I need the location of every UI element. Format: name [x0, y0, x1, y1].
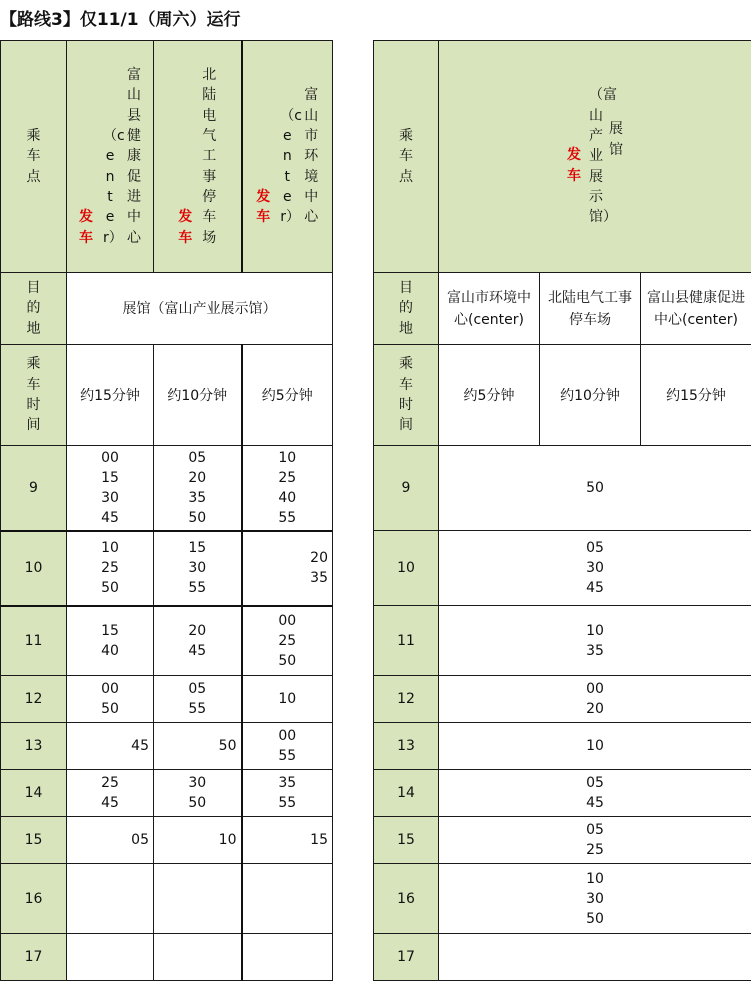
table-row: [1, 606, 333, 676]
stop-name-short: 展馆: [609, 119, 623, 160]
minute-value: 20: [188, 621, 206, 641]
minute-list: [101, 448, 119, 528]
minute-value: 25: [586, 840, 604, 860]
minute-list: [586, 736, 604, 756]
minute-value: 05: [188, 448, 206, 468]
hour-label: 10: [374, 531, 439, 606]
minute-value: 45: [188, 641, 206, 661]
minute-value: 00: [101, 448, 119, 468]
departure-minutes-cell: [439, 446, 751, 531]
departure-minutes-cell: [242, 817, 333, 864]
hour-label: 12: [374, 676, 439, 723]
departure-minutes-cell: [67, 817, 154, 864]
departure-minutes-cell: [67, 446, 154, 531]
minute-value: 40: [101, 641, 119, 661]
departure-minutes-cell: [242, 934, 333, 981]
departure-minutes-cell: [67, 723, 154, 770]
minute-value: 05: [188, 679, 206, 699]
table-row: [374, 934, 751, 981]
stop-paren: （center）: [103, 126, 117, 248]
minute-value: 55: [278, 746, 296, 766]
minute-value: 05: [586, 538, 604, 558]
depart-label: 发车: [178, 207, 192, 248]
hour-label: 9: [1, 446, 67, 531]
hour-label: 17: [1, 934, 67, 981]
minute-value: 10: [586, 621, 604, 641]
minute-value: 10: [219, 830, 237, 850]
departure-minutes-cell: [242, 864, 333, 934]
page-title: 【路线3】仅11/1（周六）运行: [0, 2, 241, 38]
minute-value: 00: [278, 611, 296, 631]
minute-list: [586, 478, 604, 498]
hour-label: 13: [1, 723, 67, 770]
stop-name: 富山市环境中心: [304, 85, 318, 227]
minute-list: [586, 820, 604, 860]
departure-minutes-cell: [67, 676, 154, 723]
hour-label: 17: [374, 934, 439, 981]
departure-minutes-cell: [242, 723, 333, 770]
minute-value: 25: [278, 468, 296, 488]
ride-time-header: 乘车时间: [1, 345, 67, 446]
minute-value: 50: [101, 699, 119, 719]
departure-minutes-cell: [154, 446, 242, 531]
departure-minutes-cell: [67, 770, 154, 817]
minute-value: 50: [188, 793, 206, 813]
table-row: [374, 446, 751, 531]
minute-list: [310, 830, 328, 850]
minute-value: 15: [101, 468, 119, 488]
table-row: [1, 817, 333, 864]
minute-list: [188, 679, 206, 719]
minute-value: 15: [310, 830, 328, 850]
destination-value: 富山市环境中心(center): [439, 273, 540, 345]
hour-label: 13: [374, 723, 439, 770]
minute-value: 30: [188, 773, 206, 793]
departure-minutes-cell: [242, 770, 333, 817]
minute-list: [101, 679, 119, 719]
minute-list: [586, 869, 604, 929]
hour-label: 10: [1, 531, 67, 606]
destination-value: 富山县健康促进中心(center): [641, 273, 751, 345]
minute-value: 55: [188, 699, 206, 719]
boarding-point-header: 乘车点: [374, 41, 439, 273]
minute-value: 35: [278, 773, 296, 793]
minute-list: [586, 538, 604, 598]
table-row: [1, 531, 333, 606]
ride-time-value: 约5分钟: [242, 345, 333, 446]
right-timetable-body: [374, 446, 751, 981]
ride-time-value: 约5分钟: [439, 345, 540, 446]
minute-list: [131, 830, 149, 850]
table-row: [374, 606, 751, 676]
minute-list: [586, 773, 604, 813]
minute-value: 10: [586, 736, 604, 756]
table-row: [374, 531, 751, 606]
hour-label: 15: [374, 817, 439, 864]
minute-list: [310, 548, 328, 588]
minute-value: 40: [278, 488, 296, 508]
minute-value: 35: [188, 488, 206, 508]
minute-value: 30: [586, 558, 604, 578]
minute-value: 15: [188, 538, 206, 558]
departure-minutes-cell: [67, 934, 154, 981]
minute-list: [188, 538, 206, 598]
departure-minutes-cell: [242, 446, 333, 531]
departure-minutes-cell: [439, 723, 751, 770]
paren-open: （: [589, 87, 603, 103]
minute-value: 00: [101, 679, 119, 699]
destination-header: 目的地: [1, 273, 67, 345]
departure-minutes-cell: [439, 531, 751, 606]
minute-list: [101, 773, 119, 813]
minute-value: 20: [188, 468, 206, 488]
table-row: [1, 864, 333, 934]
ride-time-value: 约10分钟: [154, 345, 242, 446]
hour-label: 16: [374, 864, 439, 934]
minute-value: 50: [219, 736, 237, 756]
stop-header-exhibition-hall: [439, 41, 751, 273]
left-timetable-body: [1, 446, 333, 981]
minute-value: 25: [101, 558, 119, 578]
minute-list: [188, 773, 206, 813]
minute-list: [188, 448, 206, 528]
departure-minutes-cell: [67, 531, 154, 606]
hour-label: 12: [1, 676, 67, 723]
departure-minutes-cell: [154, 676, 242, 723]
minute-value: 50: [188, 508, 206, 528]
boarding-point-header: 乘车点: [1, 41, 67, 273]
minute-list: [101, 621, 119, 661]
minute-list: [586, 621, 604, 661]
left-timetable: [0, 40, 333, 981]
stop-name-full: 富山产业展示馆: [589, 87, 617, 225]
departure-minutes-cell: [67, 864, 154, 934]
minute-list: [278, 689, 296, 709]
departure-minutes-cell: [242, 676, 333, 723]
right-timetable: [373, 40, 751, 981]
minute-value: 10: [278, 448, 296, 468]
hour-label: 11: [374, 606, 439, 676]
stop-name: 富山县健康促进中心: [127, 65, 141, 248]
minute-value: 30: [188, 558, 206, 578]
table-row: [374, 723, 751, 770]
table-row: [374, 770, 751, 817]
minute-list: [188, 621, 206, 661]
minute-list: [219, 736, 237, 756]
minute-value: 10: [278, 689, 296, 709]
table-row: [1, 676, 333, 723]
minute-value: 50: [586, 909, 604, 929]
departure-minutes-cell: [439, 934, 751, 981]
minute-value: 55: [278, 793, 296, 813]
destination-value: 展馆（富山产业展示馆）: [67, 273, 333, 345]
minute-value: 45: [101, 793, 119, 813]
minute-value: 20: [586, 699, 604, 719]
table-row: [1, 770, 333, 817]
table-row: [374, 676, 751, 723]
minute-value: 15: [101, 621, 119, 641]
departure-minutes-cell: [154, 723, 242, 770]
minute-value: 35: [310, 568, 328, 588]
departure-minutes-cell: [154, 934, 242, 981]
minute-list: [219, 830, 237, 850]
minute-value: 50: [586, 478, 604, 498]
hour-label: 14: [374, 770, 439, 817]
departure-minutes-cell: [242, 531, 333, 606]
stop-header-health-center: [67, 41, 154, 273]
minute-value: 00: [586, 679, 604, 699]
destination-value: 北陆电气工事停车场: [540, 273, 641, 345]
minute-list: [586, 679, 604, 719]
departure-minutes-cell: [154, 531, 242, 606]
departure-minutes-cell: [154, 817, 242, 864]
stop-header-hokuriku-parking: [154, 41, 242, 273]
depart-label: 发车: [567, 145, 581, 186]
minute-list: [278, 611, 296, 671]
destination-header: 目的地: [374, 273, 439, 345]
ride-time-value: 约10分钟: [540, 345, 641, 446]
ride-time-value: 约15分钟: [641, 345, 751, 446]
minute-list: [101, 538, 119, 598]
depart-label: 发车: [256, 187, 270, 228]
minute-list: [278, 773, 296, 813]
minute-value: 55: [188, 578, 206, 598]
minute-value: 25: [278, 631, 296, 651]
minute-value: 55: [278, 508, 296, 528]
minute-value: 10: [101, 538, 119, 558]
departure-minutes-cell: [439, 817, 751, 864]
minute-value: 25: [101, 773, 119, 793]
departure-minutes-cell: [439, 770, 751, 817]
minute-value: 45: [586, 578, 604, 598]
departure-minutes-cell: [154, 864, 242, 934]
minute-value: 45: [131, 736, 149, 756]
departure-minutes-cell: [242, 606, 333, 676]
hour-label: 11: [1, 606, 67, 676]
minute-value: 05: [131, 830, 149, 850]
paren-close: ）: [603, 209, 617, 225]
departure-minutes-cell: [439, 864, 751, 934]
minute-value: 05: [586, 773, 604, 793]
hour-label: 9: [374, 446, 439, 531]
ride-time-value: 约15分钟: [67, 345, 154, 446]
minute-value: 30: [586, 889, 604, 909]
minute-value: 00: [278, 726, 296, 746]
minute-value: 05: [586, 820, 604, 840]
departure-minutes-cell: [154, 770, 242, 817]
stop-paren: （center）: [280, 106, 294, 228]
hour-label: 14: [1, 770, 67, 817]
table-row: [1, 446, 333, 531]
minute-value: 10: [586, 869, 604, 889]
table-row: [374, 864, 751, 934]
minute-list: [278, 448, 296, 528]
minute-value: 30: [101, 488, 119, 508]
minute-list: [278, 726, 296, 766]
departure-minutes-cell: [67, 606, 154, 676]
stop-header-environment-center: [242, 41, 333, 273]
minute-value: 35: [586, 641, 604, 661]
minute-value: 50: [101, 578, 119, 598]
minute-value: 20: [310, 548, 328, 568]
table-row: [1, 934, 333, 981]
depart-label: 发车: [79, 207, 93, 248]
ride-time-header: 乘车时间: [374, 345, 439, 446]
hour-label: 16: [1, 864, 67, 934]
minute-value: 50: [278, 651, 296, 671]
minute-value: 45: [101, 508, 119, 528]
hour-label: 15: [1, 817, 67, 864]
stop-name: 北陆电气工事停车场: [202, 65, 216, 248]
table-row: [374, 817, 751, 864]
table-row: [1, 723, 333, 770]
departure-minutes-cell: [154, 606, 242, 676]
departure-minutes-cell: [439, 676, 751, 723]
minute-value: 45: [586, 793, 604, 813]
departure-minutes-cell: [439, 606, 751, 676]
minute-list: [131, 736, 149, 756]
